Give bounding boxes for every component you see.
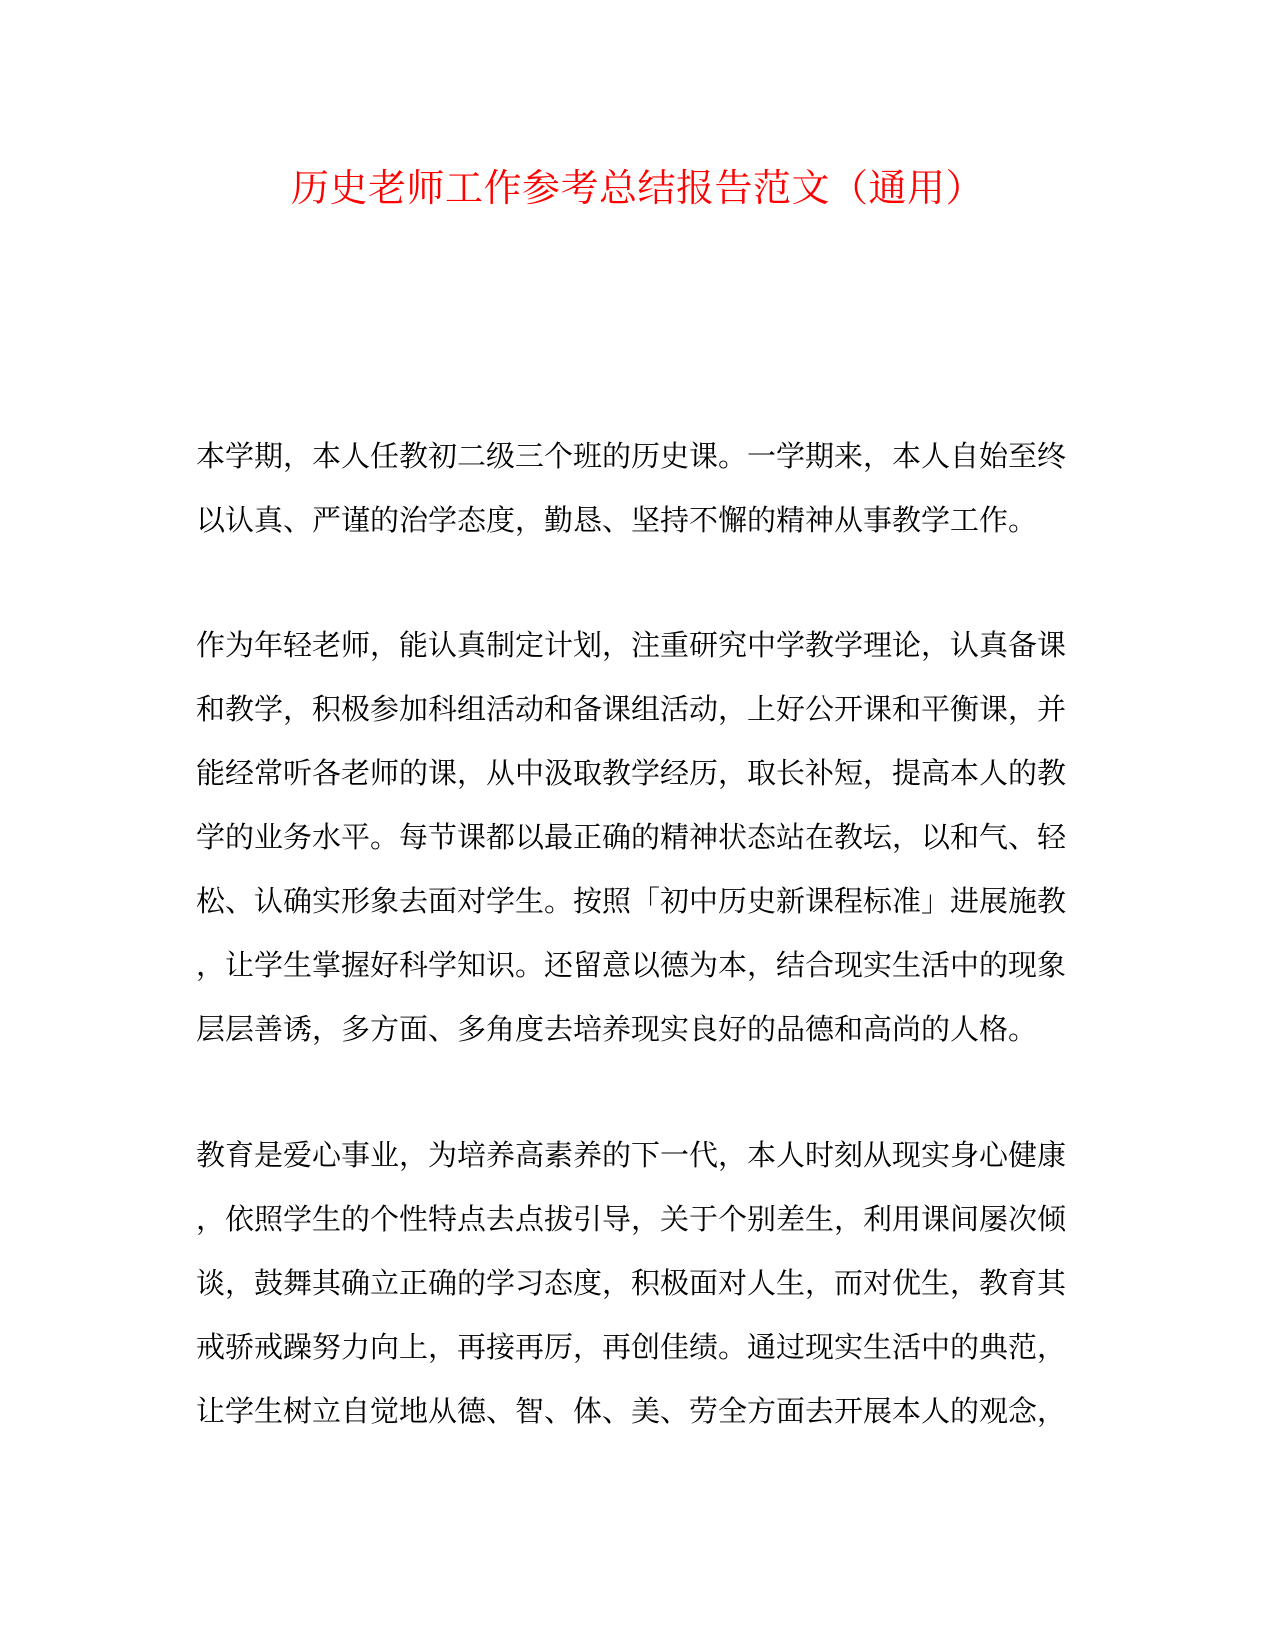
paragraph-line: 层层善诱，多方面、多角度去培养现实良好的品德和高尚的人格。 bbox=[196, 1012, 1038, 1046]
paragraph-line: 以认真、严谨的治学态度，勤恳、坚持不懈的精神从事教学工作。 bbox=[196, 503, 1038, 537]
paragraph-line: ，依照学生的个性特点去点拔引导，关于个别差生，利用课间屡次倾 bbox=[196, 1202, 1067, 1236]
paragraph-line: 让学生树立自觉地从德、智、体、美、劳全方面去开展本人的观念， bbox=[196, 1394, 1067, 1428]
paragraph-line: 谈，鼓舞其确立正确的学习态度，积极面对人生，而对优生，教育其 bbox=[196, 1266, 1067, 1300]
paragraph-line: 能经常听各老师的课，从中汲取教学经历，取长补短，提高本人的教 bbox=[196, 756, 1067, 790]
paragraph-line: 戒骄戒躁努力向上，再接再厉，再创佳绩。通过现实生活中的典范， bbox=[196, 1330, 1067, 1364]
paragraph-line: 本学期，本人任教初二级三个班的历史课。一学期来，本人自始至终 bbox=[196, 439, 1067, 473]
paragraph-2 bbox=[196, 613, 1078, 1061]
paragraph-line: 和教学，积极参加科组活动和备课组活动，上好公开课和平衡课，并 bbox=[196, 692, 1067, 726]
paragraph-3 bbox=[196, 1123, 1078, 1443]
document-title: 历史老师工作参考总结报告范文（通用） bbox=[290, 166, 984, 210]
paragraph-line: 松、认确实形象去面对学生。按照「初中历史新课程标准」进展施教 bbox=[196, 884, 1067, 918]
paragraph-line: ，让学生掌握好科学知识。还留意以德为本，结合现实生活中的现象 bbox=[196, 948, 1067, 982]
paragraph-line: 作为年轻老师，能认真制定计划，注重研究中学教学理论，认真备课 bbox=[196, 628, 1067, 662]
paragraph-line: 教育是爱心事业，为培养高素养的下一代，本人时刻从现实身心健康 bbox=[196, 1138, 1067, 1172]
paragraph-line: 学的业务水平。每节课都以最正确的精神状态站在教坛，以和气、轻 bbox=[196, 820, 1067, 854]
paragraph-1 bbox=[196, 424, 1078, 552]
